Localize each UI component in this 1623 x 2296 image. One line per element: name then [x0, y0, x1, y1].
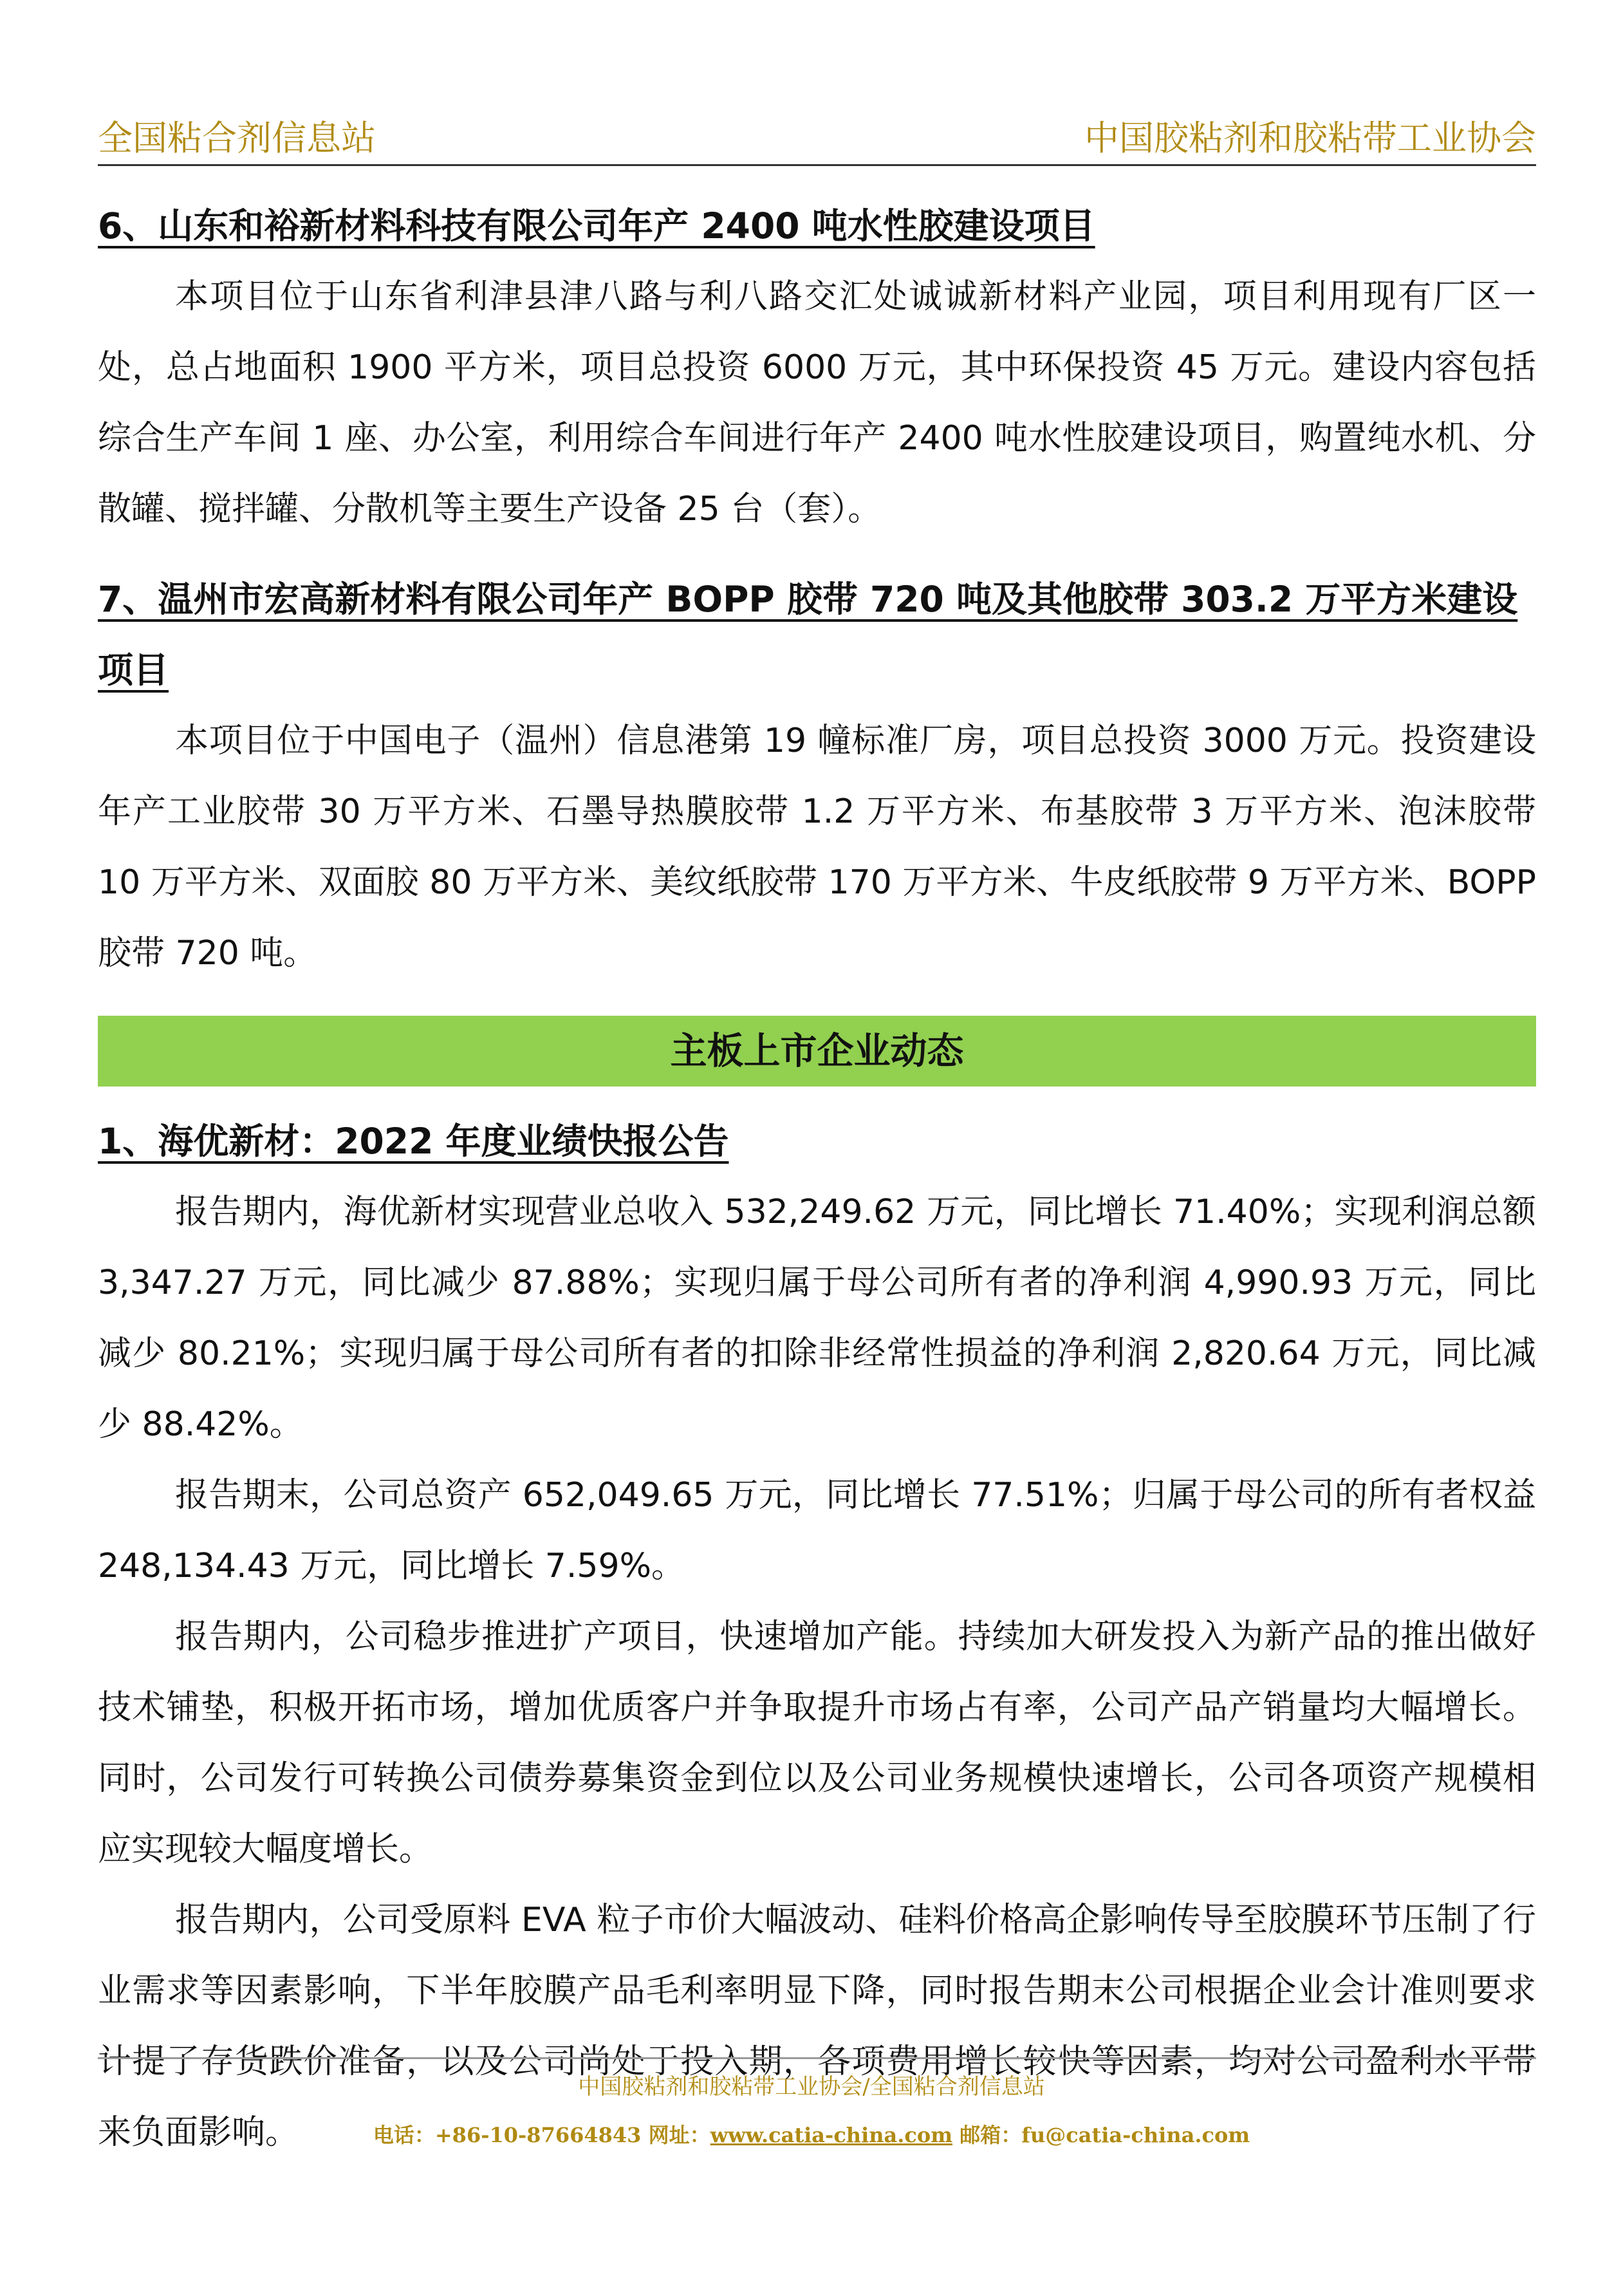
news-paragraph: 报告期内，公司稳步推进扩产项目，快速增加产能。持续加大研发投入为新产品的推出做好技术铺垫，积极开拓市场，增加优质客户并争取提升市场占有率，公司产品产销量均大幅增长。同时，公司发行可转换公司债券募集资金到位以及公司业务规模快速增长，公司各项资产规模相应实现较大幅度增长。	[98, 1618, 1536, 1869]
news-paragraph: 报告期末，公司总资产 652,049.65 万元，同比增长 77.51%；归属于母公司的所有者权益 248,134.43 万元，同比增长 7.59%。	[98, 1476, 1536, 1585]
main-content	[98, 191, 1536, 2168]
section-paragraph-6: 本项目位于山东省利津县津八路与利八路交汇处诚诚新材料产业园，项目利用现有厂区一处，总占地面积 1900 平方米，项目总投资 6000 万元，其中环保投资 45 万元。建设内容包括综合生产车间 1 座、办公室，利用综合车间进行年产 2400 吨水性胶建设项目，购置纯水机、分散罐、搅拌罐、分散机等主要生产设备 25 台（套）。	[98, 277, 1536, 528]
footer-organization: 中国胶粘剂和胶粘带工业协会/全国粘合剂信息站	[578, 2074, 1045, 2100]
news-paragraph: 报告期内，海优新材实现营业总收入 532,249.62 万元，同比增长 71.40%；实现利润总额 3,347.27 万元，同比减少 87.88%；实现归属于母公司所有者的净利润 4,990.93 万元，同比减少 80.21%；实现归属于母公司所有者的扣除非经常性损益的净利润 2,820.64 万元，同比减少 88.42%。	[98, 1193, 1536, 1444]
section-heading-6: 6、山东和裕新材料科技有限公司年产 2400 吨水性胶建设项目	[98, 205, 1095, 247]
website-link[interactable]: www.catia-china.com	[710, 2123, 953, 2147]
section-banner: 主板上市企业动态	[98, 1016, 1536, 1087]
header-left-title: 全国粘合剂信息站	[98, 118, 376, 158]
news-heading-1: 1、海优新材：2022 年度业绩快报公告	[98, 1121, 729, 1162]
phone-number: +86-10-87664843	[434, 2123, 642, 2147]
section-heading-7: 7、温州市宏高新材料有限公司年产 BOPP 胶带 720 吨及其他胶带 303.2 万平方米建设项目	[98, 579, 1518, 691]
section-paragraph-7: 本项目位于中国电子（温州）信息港第 19 幢标准厂房，项目总投资 3000 万元。投资建设年产工业胶带 30 万平方米、石墨导热膜胶带 1.2 万平方米、布基胶带 3 万平方米、泡沫胶带 10 万平方米、双面胶 80 万平方米、美纹纸胶带 170 万平方米、牛皮纸胶带 9 万平方米、BOPP 胶带 720 吨。	[98, 722, 1536, 973]
footer-divider	[98, 2057, 1536, 2059]
email-label: 邮箱：	[952, 2123, 1022, 2147]
news-paragraph: 报告期内，公司受原料 EVA 粒子市价大幅波动、硅料价格高企影响传导至胶膜环节压制了行业需求等因素影响，下半年胶膜产品毛利率明显下降，同时报告期末公司根据企业会计准则要求计提了存货跌价准备，以及公司尚处于投入期，各项费用增长较快等因素，均对公司盈利水平带来负面影响。	[98, 1901, 1536, 2152]
page-header	[98, 113, 1536, 166]
email-address[interactable]: fu@catia-china.com	[1021, 2123, 1250, 2147]
phone-label: 电话：	[373, 2123, 435, 2147]
header-right-title: 中国胶粘剂和胶粘带工业协会	[1084, 118, 1536, 158]
spacer	[98, 545, 1536, 564]
website-label: 网址：	[641, 2123, 710, 2147]
footer-contact	[0, 2119, 1623, 2149]
